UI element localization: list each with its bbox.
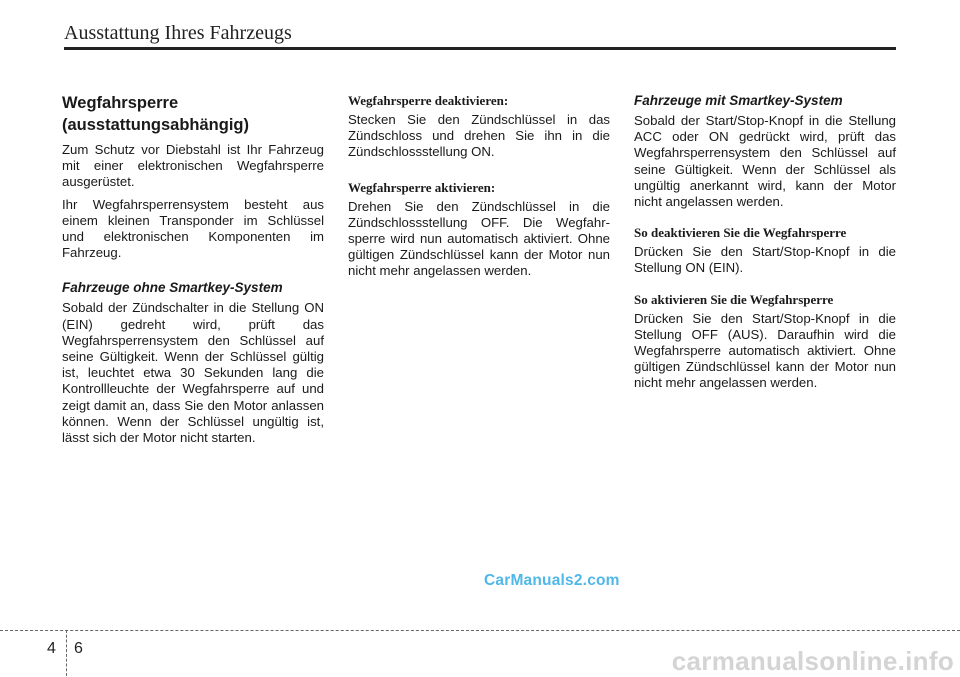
smartkey-activate-paragraph: Drücken Sie den Start/Stop-Knopf in die Stellung OFF (AUS). Daraufhin wird die Wegfahrsperre automatisch aktiviert. Ohne gültigen Zündschlüssel kann der Motor nun nicht mehr angelassen werden. xyxy=(634,310,896,391)
no-smartkey-paragraph: Sobald der Zündschalter in die Stellung ON (EIN) gedreht wird, prüft das Wegfahrsperrensystem den Schlüssel auf seine Gültigkeit. Wenn der Schlüssel gültig ist, leuchtet etwa 30 Sekunden lang die Kontrollleuchte der Wegfahrsperre auf und zeigt damit an, dass Sie den Motor anlassen können. Wenn der Schlüssel ungültig ist, lässt sich der Motor nicht starten. xyxy=(62,300,324,446)
site-watermark: carmanualsonline.info xyxy=(671,646,954,676)
footer-divider xyxy=(0,630,960,631)
column-middle xyxy=(348,92,610,280)
deactivate-paragraph: Stecken Sie den Zündschlüssel in das Zündschloss und drehen Sie ihn in die Zündschlossstellung ON. xyxy=(348,112,610,160)
smartkey-paragraph: Sobald der Start/Stop-Knopf in die Stellung ACC oder ON gedrückt wird, prüft das Wegfahrsperrensystem den Schlüssel auf seine Gültigkeit. Wenn der Schlüssel als ungültig anerkannt wird, kann der Motor nicht angelassen werden. xyxy=(634,113,896,210)
system-paragraph: Ihr Wegfahrsperrensystem besteht aus einem kleinen Transponder im Schlüssel und elektronischen Komponenten im Fahrzeug. xyxy=(62,196,324,261)
smartkey-deactivate-paragraph: Drücken Sie den Start/Stop-Knopf in die Stellung ON (EIN). xyxy=(634,244,896,276)
heading-activate: Wegfahrsperre aktivieren: xyxy=(348,179,496,195)
intro-paragraph: Zum Schutz vor Diebstahl ist Ihr Fahrzeug mit einer elektronischen Wegfahrsperre ausgerüstet. xyxy=(62,142,324,190)
footer-page-divider xyxy=(66,630,67,676)
subheading-smartkey: Fahrzeuge mit Smartkey-System xyxy=(634,93,843,108)
heading-deactivate: Wegfahrsperre deaktivieren: xyxy=(348,93,509,108)
heading-smartkey-deactivate: So deaktivieren Sie die Wegfahrsperre xyxy=(634,225,847,241)
chapter-number: 4 xyxy=(47,640,56,657)
watermark-link[interactable]: CarManuals2.com xyxy=(484,572,620,589)
section-title: Wegfahrsperre (ausstattungsabhängig) xyxy=(62,94,250,134)
column-left xyxy=(62,92,324,446)
activate-paragraph: Drehen Sie den Zündschlüssel in die Zündschlossstellung OFF. Die Wegfahrsperre wird nun automatisch aktiviert. Ohne gültigen Zündschlüssel kann der Motor nun nicht mehr angelassen werden. xyxy=(348,198,610,279)
subheading-no-smartkey: Fahrzeuge ohne Smartkey-System xyxy=(62,280,283,296)
page-header-title: Ausstattung Ihres Fahrzeugs xyxy=(64,22,292,44)
page-number: 6 xyxy=(74,640,83,657)
header-rule xyxy=(64,47,896,50)
column-right xyxy=(634,92,896,392)
heading-smartkey-activate: So aktivieren Sie die Wegfahrsperre xyxy=(634,291,834,307)
